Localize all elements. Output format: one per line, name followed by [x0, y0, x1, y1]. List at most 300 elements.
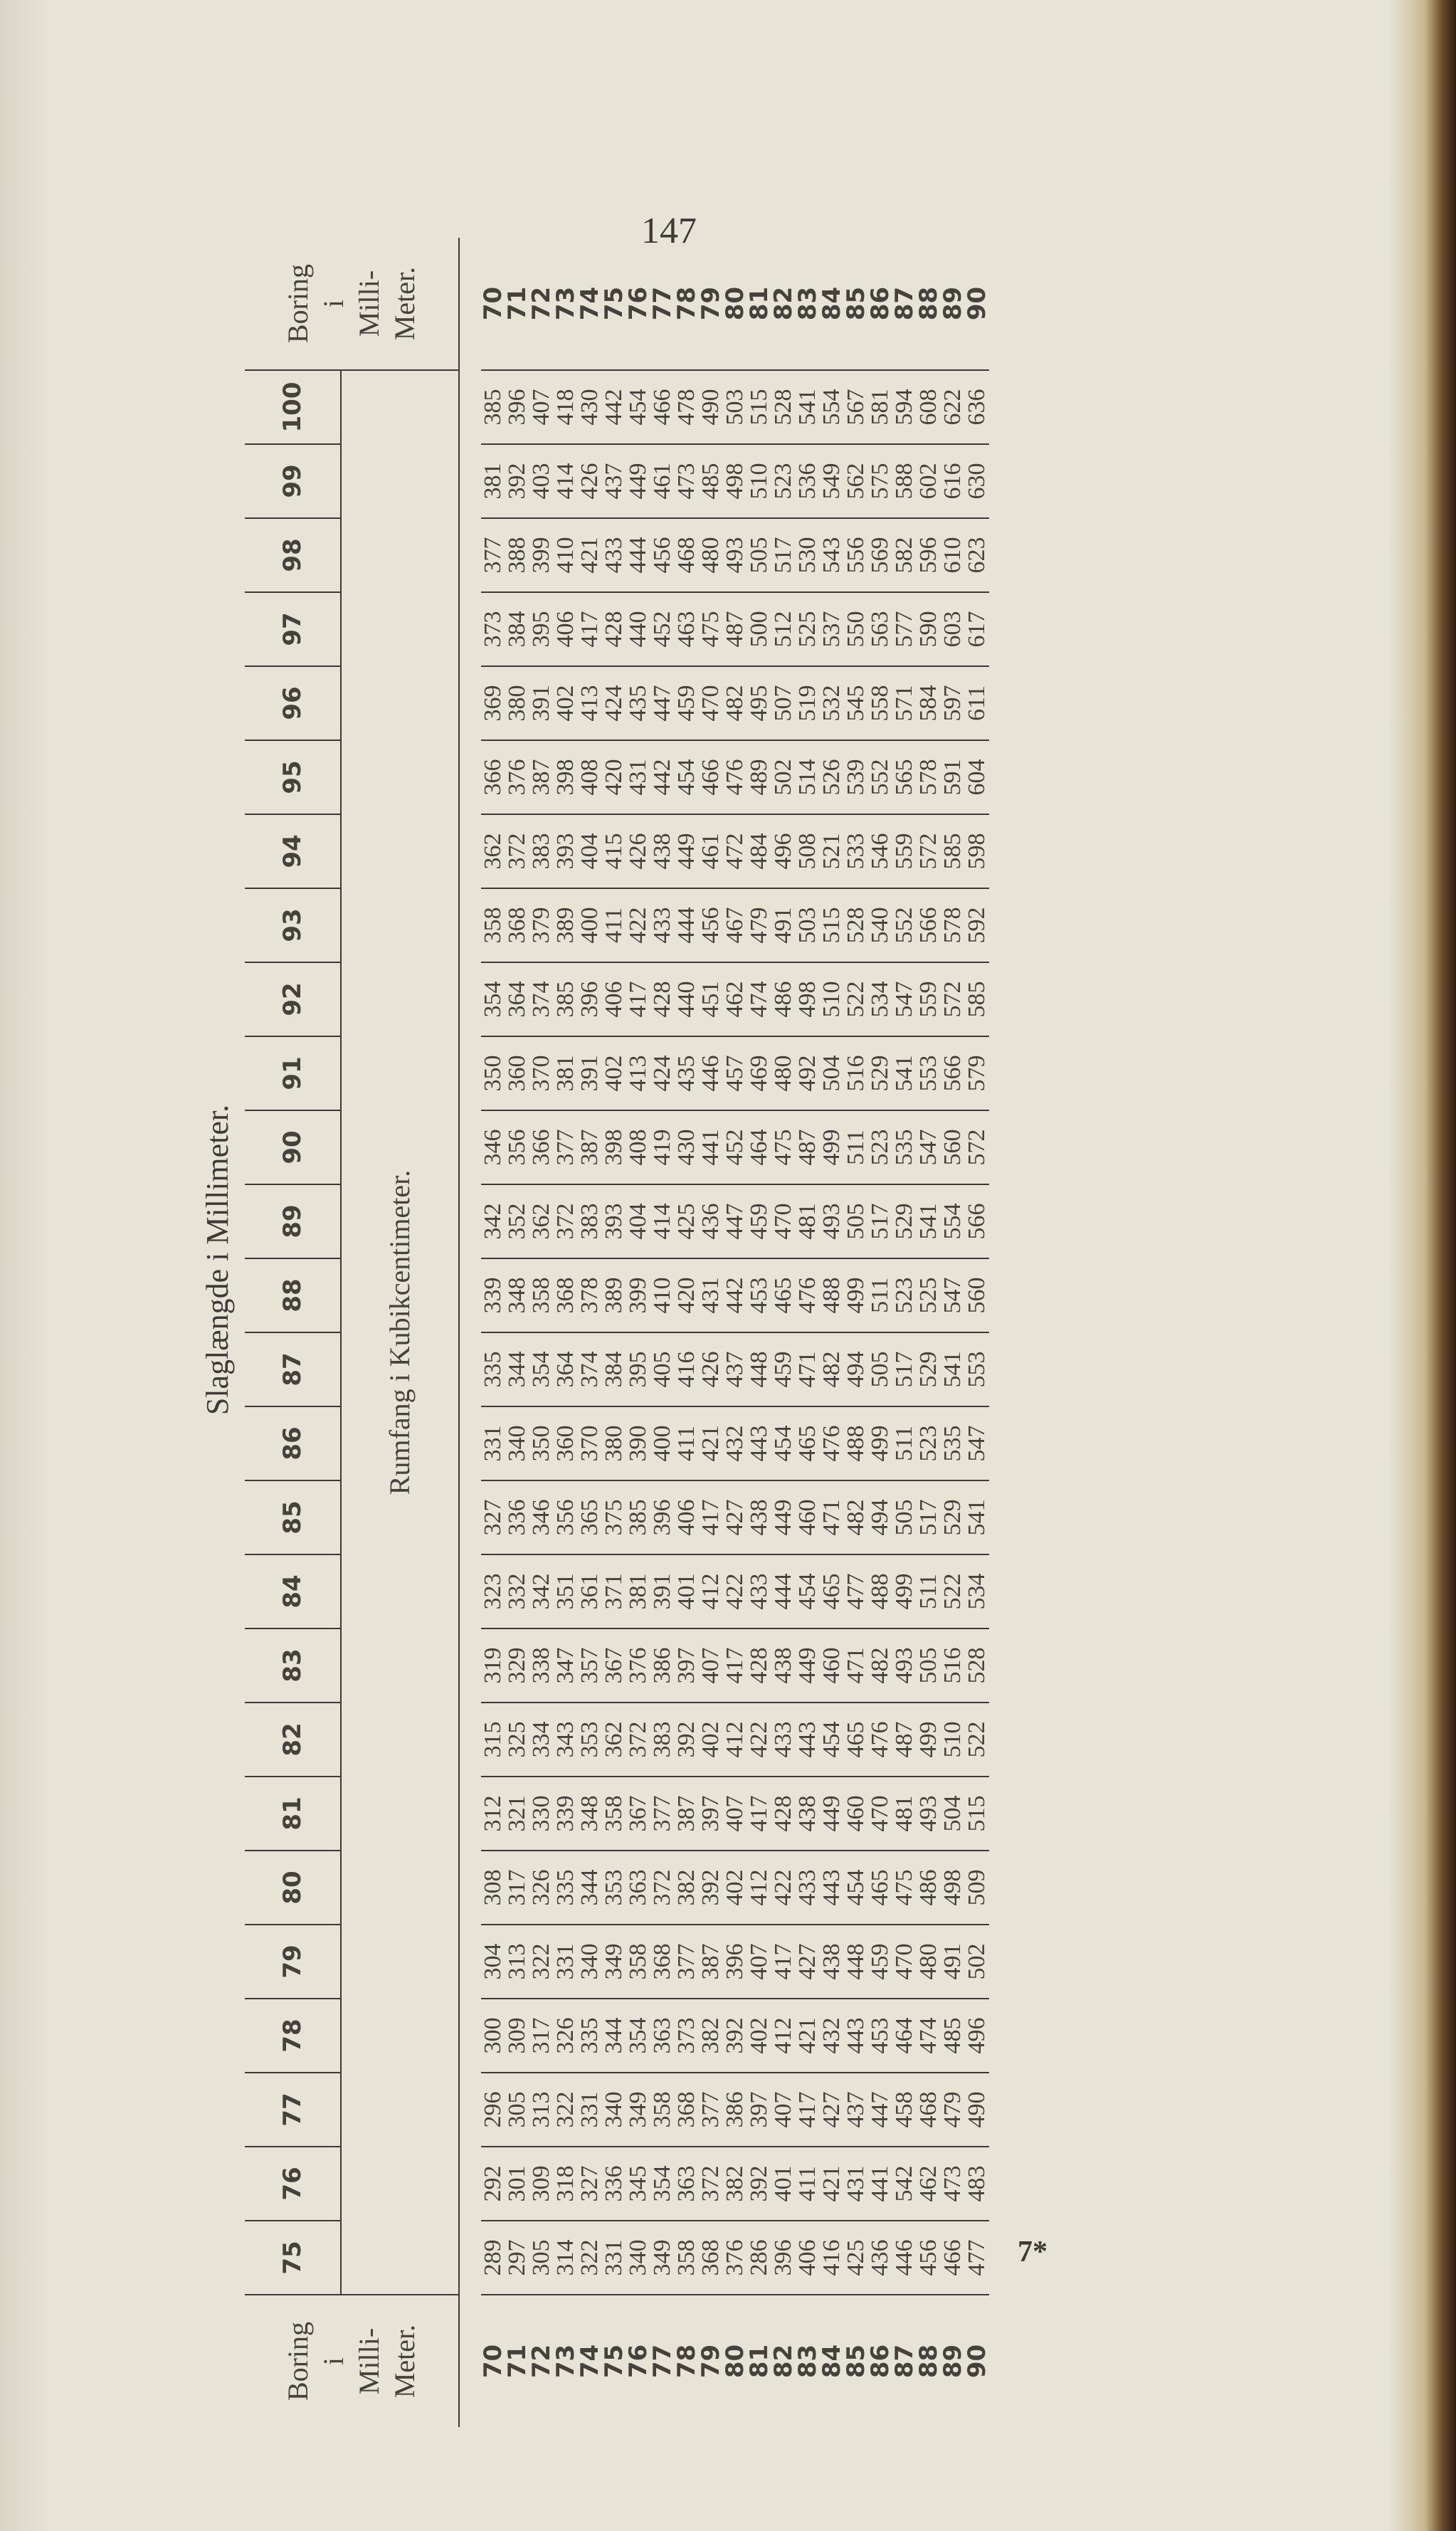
volume-cell: 349 [649, 2239, 675, 2276]
volume-cell: 417 [723, 1628, 747, 1703]
volume-cell: 459 [771, 1332, 796, 1406]
volume-cell: 438 [747, 1480, 771, 1554]
volume-cell: 488 [820, 1258, 844, 1332]
volume-cell: 418 [554, 370, 578, 444]
volume-cell: 454 [820, 1703, 844, 1777]
volume-cell: 305 [528, 2239, 554, 2276]
volume-cell: 340 [578, 1925, 602, 1999]
volume-cell: 547 [892, 962, 917, 1036]
volume-cell: 433 [771, 1703, 796, 1777]
volume-cell: 345 [626, 2147, 650, 2221]
volume-cell: 486 [771, 962, 796, 1036]
volume-cell: 442 [650, 740, 675, 814]
volume-cell: 383 [529, 814, 554, 888]
volume-cell: 571 [892, 666, 917, 740]
volume-cell: 554 [941, 1184, 965, 1258]
volume-cell: 465 [820, 1554, 844, 1628]
volume-cell: 453 [747, 1258, 771, 1332]
volume-cell: 543 [820, 518, 844, 592]
volume-cell: 367 [602, 1628, 626, 1703]
volume-cell: 470 [892, 1925, 917, 1999]
volume-cell: 363 [650, 1999, 675, 2073]
volume-cell: 368 [697, 2239, 724, 2276]
volume-cell: 319 [481, 1628, 505, 1703]
volume-cell: 412 [747, 1851, 771, 1925]
volume-cell: 514 [796, 740, 820, 814]
volume-cell: 547 [941, 1258, 965, 1332]
volume-cell: 406 [794, 2239, 821, 2276]
volume-cell: 420 [675, 1258, 699, 1332]
volume-cell: 493 [917, 1777, 941, 1851]
volume-cell: 456 [915, 2239, 941, 2276]
volume-cell: 353 [602, 1851, 626, 1925]
volume-cell: 340 [505, 1406, 529, 1480]
volume-cell: 517 [771, 518, 796, 592]
volume-cell: 465 [771, 1258, 796, 1332]
table-row [917, 238, 941, 2427]
volume-cell: 347 [554, 1628, 578, 1703]
boring-value-right: 77 [650, 238, 675, 370]
volume-cell: 546 [868, 814, 892, 888]
volume-cell: 482 [844, 1480, 868, 1554]
table-row [747, 238, 771, 2427]
volume-cell: 433 [602, 518, 626, 592]
stroke-column-header: 92 [245, 962, 341, 1036]
volume-cell: 414 [554, 444, 578, 518]
volume-cell: 492 [796, 1036, 820, 1110]
table-title: Slaglængde i Millimeter. [200, 1104, 235, 1416]
volume-cell: 505 [747, 518, 771, 592]
volume-cell: 585 [965, 962, 989, 1036]
volume-cell: 456 [650, 518, 675, 592]
volume-cell: 473 [675, 444, 699, 518]
volume-cell: 515 [820, 888, 844, 962]
volume-cell: 323 [481, 1554, 505, 1628]
table-row [892, 238, 917, 2427]
volume-cell: 431 [699, 1258, 723, 1332]
boring-value-left: 82 [771, 2295, 796, 2427]
volume-cell: 396 [723, 1925, 747, 1999]
volume-cell: 487 [892, 1703, 917, 1777]
volume-cell: 377 [675, 1925, 699, 1999]
volume-cell: 443 [796, 1703, 820, 1777]
volume-cell: 459 [868, 1925, 892, 1999]
volume-cell: 396 [578, 962, 602, 1036]
volume-cell: 346 [529, 1480, 554, 1554]
boring-value-left: 83 [796, 2295, 820, 2427]
table-subtitle: Rumfang i Kubikcentimeter. [341, 370, 459, 2295]
volume-cell: 438 [820, 1925, 844, 1999]
volume-cell: 603 [941, 592, 965, 666]
volume-cell: 447 [650, 666, 675, 740]
stroke-column-header: 94 [245, 814, 341, 888]
volume-cell: 399 [626, 1258, 650, 1332]
volume-cell: 517 [917, 1480, 941, 1554]
volume-cell: 443 [844, 1999, 868, 2073]
volume-cell: 358 [673, 2239, 700, 2276]
volume-cell: 401 [771, 2147, 796, 2221]
volume-cell: 312 [481, 1777, 505, 1851]
volume-cell: 441 [868, 2147, 892, 2221]
volume-cell: 459 [675, 666, 699, 740]
volume-cell: 403 [529, 444, 554, 518]
boring-value-left: 72 [529, 2295, 554, 2427]
volume-cell: 442 [602, 370, 626, 444]
stroke-column-header: 84 [245, 1554, 341, 1628]
volume-cell: 516 [844, 1036, 868, 1110]
volume-cell: 354 [481, 962, 505, 1036]
volume-cell: 466 [699, 740, 723, 814]
volume-cell: 438 [650, 814, 675, 888]
volume-cell: 473 [941, 2147, 965, 2221]
volume-cell: 362 [602, 1703, 626, 1777]
volume-cell: 317 [505, 1851, 529, 1925]
volume-cell: 380 [505, 666, 529, 740]
volume-cell: 428 [602, 592, 626, 666]
volume-cell: 552 [868, 740, 892, 814]
volume-cell: 421 [578, 518, 602, 592]
volume-cell: 407 [529, 370, 554, 444]
volume-cell: 354 [650, 2147, 675, 2221]
volume-cell: 411 [675, 1406, 699, 1480]
volume-cell: 335 [554, 1851, 578, 1925]
volume-cell: 407 [699, 1628, 723, 1703]
volume-cell: 623 [965, 518, 989, 592]
volume-cell: 594 [892, 370, 917, 444]
volume-cell: 407 [723, 1777, 747, 1851]
volume-cell: 572 [941, 962, 965, 1036]
volume-cell: 528 [965, 1628, 989, 1703]
volume-cell: 481 [892, 1777, 917, 1851]
volume-cell: 384 [602, 1332, 626, 1406]
volume-cell: 622 [941, 370, 965, 444]
volume-cell: 397 [747, 2073, 771, 2147]
volume-cell: 366 [529, 1110, 554, 1184]
volume-cell: 350 [481, 1036, 505, 1110]
volume-cell: 454 [675, 740, 699, 814]
volume-cell: 301 [505, 2147, 529, 2221]
volume-cell: 480 [917, 1925, 941, 1999]
boring-value-right: 83 [796, 238, 820, 370]
table-row [941, 238, 965, 2427]
volume-cell: 420 [602, 740, 626, 814]
volume-cell: 360 [554, 1406, 578, 1480]
volume-cell: 474 [917, 1999, 941, 2073]
volume-cell: 367 [626, 1777, 650, 1851]
volume-cell: 451 [699, 962, 723, 1036]
stroke-column-header: 93 [245, 888, 341, 962]
volume-cell: 553 [917, 1036, 941, 1110]
volume-cell: 465 [796, 1406, 820, 1480]
volume-cell: 460 [820, 1628, 844, 1703]
table-row [796, 238, 820, 2427]
volume-cell: 494 [844, 1332, 868, 1406]
volume-cell: 422 [626, 888, 650, 962]
volume-cell: 466 [939, 2239, 966, 2276]
volume-cell: 364 [554, 1332, 578, 1406]
volume-cell: 377 [650, 1777, 675, 1851]
volume-cell: 547 [965, 1406, 989, 1480]
volume-cell: 422 [747, 1703, 771, 1777]
volume-cell: 318 [554, 2147, 578, 2221]
volume-cell: 408 [626, 1110, 650, 1184]
boring-value-left: 70 [481, 2295, 505, 2427]
volume-cell: 608 [917, 370, 941, 444]
boring-header-line: i [317, 2357, 349, 2366]
volume-cell: 470 [771, 1184, 796, 1258]
volume-cell: 360 [505, 1036, 529, 1110]
volume-cell: 313 [505, 1925, 529, 1999]
volume-cell: 426 [699, 1332, 723, 1406]
volume-cell: 533 [844, 814, 868, 888]
volume-cell: 515 [747, 370, 771, 444]
volume-cell: 354 [626, 1999, 650, 2073]
volume-cell: 463 [675, 592, 699, 666]
volume-cell: 426 [578, 444, 602, 518]
volume-cell: 383 [578, 1184, 602, 1258]
volume-cell: 381 [481, 444, 505, 518]
table-row [868, 238, 892, 2427]
volume-cell: 358 [626, 1925, 650, 1999]
volume-cell: 559 [917, 962, 941, 1036]
volume-cell: 584 [917, 666, 941, 740]
volume-cell: 416 [675, 1332, 699, 1406]
boring-header-line: Meter. [389, 266, 421, 341]
boring-value-left: 78 [675, 2295, 699, 2427]
volume-cell: 400 [650, 1406, 675, 1480]
volume-cell: 325 [505, 1703, 529, 1777]
volume-cell: 452 [650, 592, 675, 666]
volume-cell: 534 [868, 962, 892, 1036]
volume-cell: 535 [892, 1110, 917, 1184]
stroke-column-header: 81 [245, 1777, 341, 1851]
boring-header-right [245, 238, 459, 370]
volume-cell: 602 [917, 444, 941, 518]
volume-cell: 348 [505, 1258, 529, 1332]
stroke-column-header: 89 [245, 1184, 341, 1258]
boring-value-right: 90 [965, 238, 989, 370]
volume-cell: 372 [626, 1703, 650, 1777]
volume-cell: 465 [868, 1851, 892, 1925]
volume-cell: 309 [529, 2147, 554, 2221]
volume-cell: 592 [965, 888, 989, 962]
volume-cell: 370 [578, 1406, 602, 1480]
volume-cell: 526 [820, 740, 844, 814]
boring-header-line: i [317, 299, 349, 308]
boring-value-right: 86 [868, 238, 892, 370]
volume-cell: 443 [747, 1406, 771, 1480]
boring-header-line: Boring [282, 2321, 314, 2401]
page-gutter [0, 0, 50, 2531]
volume-cell: 436 [867, 2239, 893, 2276]
volume-cell: 431 [626, 740, 650, 814]
volume-cell: 370 [529, 1036, 554, 1110]
boring-header-left [245, 2295, 459, 2427]
volume-cell: 572 [965, 1110, 989, 1184]
volume-cell: 479 [941, 2073, 965, 2147]
volume-cell: 511 [868, 1258, 892, 1332]
volume-cell: 508 [796, 814, 820, 888]
volume-cell: 402 [554, 666, 578, 740]
volume-cell: 630 [965, 444, 989, 518]
volume-cell: 597 [941, 666, 965, 740]
volume-cell: 380 [602, 1406, 626, 1480]
volume-cell: 523 [892, 1258, 917, 1332]
volume-cell: 478 [675, 370, 699, 444]
volume-cell: 375 [602, 1480, 626, 1554]
volume-cell: 511 [844, 1110, 868, 1184]
volume-cell: 460 [796, 1480, 820, 1554]
volume-cell: 468 [917, 2073, 941, 2147]
boring-value-left: 79 [699, 2295, 723, 2427]
volume-cell: 493 [723, 518, 747, 592]
volume-cell: 435 [675, 1036, 699, 1110]
volume-cell: 387 [529, 740, 554, 814]
volume-cell: 449 [796, 1628, 820, 1703]
boring-value-right: 88 [917, 238, 941, 370]
volume-cell: 401 [675, 1554, 699, 1628]
volume-cell: 567 [844, 370, 868, 444]
stroke-column-header: 90 [245, 1110, 341, 1184]
table-row [505, 238, 529, 2427]
boring-value-right: 75 [602, 238, 626, 370]
volume-cell: 407 [771, 2073, 796, 2147]
volume-cell: 550 [844, 592, 868, 666]
volume-cell: 481 [796, 1184, 820, 1258]
boring-value-right: 76 [626, 238, 650, 370]
volume-cell: 428 [771, 1777, 796, 1851]
volume-cell: 433 [796, 1851, 820, 1925]
volume-cell: 547 [917, 1110, 941, 1184]
volume-cell: 523 [771, 444, 796, 518]
volume-cell: 366 [481, 740, 505, 814]
volume-cell: 462 [917, 2147, 941, 2221]
stroke-column-header: 87 [245, 1332, 341, 1406]
boring-value-left: 87 [892, 2295, 917, 2427]
volume-cell: 447 [723, 1184, 747, 1258]
volume-cell: 604 [965, 740, 989, 814]
volume-cell: 412 [723, 1703, 747, 1777]
volume-cell: 499 [844, 1258, 868, 1332]
volume-cell: 314 [552, 2239, 579, 2276]
table-row [578, 238, 602, 2427]
volume-cell: 327 [578, 2147, 602, 2221]
volume-cell: 510 [941, 1703, 965, 1777]
volume-cell: 471 [796, 1332, 820, 1406]
volume-cell: 528 [844, 888, 868, 962]
volume-cell: 575 [868, 444, 892, 518]
volume-cell: 477 [844, 1554, 868, 1628]
volume-cell: 510 [747, 444, 771, 518]
volume-cell: 296 [481, 2073, 505, 2147]
volume-cell: 286 [746, 2239, 772, 2276]
table-row [554, 238, 578, 2427]
volume-cell: 431 [844, 2147, 868, 2221]
volume-cell: 560 [941, 1110, 965, 1184]
boring-value-right: 80 [723, 238, 747, 370]
volume-cell: 444 [675, 888, 699, 962]
volume-cell: 405 [650, 1332, 675, 1406]
volume-cell: 487 [796, 1110, 820, 1184]
volume-cell: 386 [650, 1628, 675, 1703]
volume-cell: 372 [505, 814, 529, 888]
volume-cell: 309 [505, 1999, 529, 2073]
volume-cell: 505 [868, 1332, 892, 1406]
volume-cell: 430 [578, 370, 602, 444]
volume-cell: 636 [965, 370, 989, 444]
table-row [844, 238, 868, 2427]
volume-cell: 470 [868, 1777, 892, 1851]
boring-value-left: 81 [747, 2295, 771, 2427]
volume-cell: 415 [602, 814, 626, 888]
volume-cell: 556 [844, 518, 868, 592]
volume-cell: 440 [626, 592, 650, 666]
volume-cell: 466 [650, 370, 675, 444]
volume-cell: 447 [868, 2073, 892, 2147]
volume-cell: 346 [481, 1110, 505, 1184]
volume-cell: 372 [554, 1184, 578, 1258]
volume-cell: 378 [578, 1258, 602, 1332]
volume-cell: 396 [770, 2239, 796, 2276]
stroke-column-header: 78 [245, 1999, 341, 2073]
volume-cell: 322 [554, 2073, 578, 2147]
boring-value-right: 85 [844, 238, 868, 370]
volume-cell: 421 [699, 1406, 723, 1480]
volume-cell: 490 [965, 2073, 989, 2147]
volume-cell: 530 [796, 518, 820, 592]
volume-cell: 421 [820, 2147, 844, 2221]
volume-cell: 385 [554, 962, 578, 1036]
boring-value-right: 78 [675, 238, 699, 370]
volume-cell: 371 [602, 1554, 626, 1628]
volume-cell: 499 [868, 1406, 892, 1480]
volume-cell: 578 [917, 740, 941, 814]
stroke-column-header: 91 [245, 1036, 341, 1110]
volume-cell: 482 [820, 1332, 844, 1406]
volume-cell: 498 [723, 444, 747, 518]
page-number: 147 [641, 211, 697, 251]
volume-cell: 537 [820, 592, 844, 666]
volume-cell: 377 [699, 2073, 723, 2147]
volume-cell: 519 [796, 666, 820, 740]
volume-cell: 596 [917, 518, 941, 592]
volume-cell: 383 [650, 1703, 675, 1777]
volume-cell: 425 [675, 1184, 699, 1258]
table-row [529, 238, 554, 2427]
volume-cell: 392 [699, 1851, 723, 1925]
volume-cell: 435 [626, 666, 650, 740]
volume-cell: 348 [578, 1777, 602, 1851]
volume-cell: 393 [602, 1184, 626, 1258]
boring-value-left: 74 [578, 2295, 602, 2427]
volume-cell: 392 [675, 1703, 699, 1777]
volume-cell: 436 [699, 1184, 723, 1258]
volume-cell: 344 [505, 1332, 529, 1406]
volume-cell: 421 [796, 1999, 820, 2073]
table-row [626, 238, 650, 2427]
rotated-table-block [191, 93, 1272, 2427]
volume-cell: 541 [796, 370, 820, 444]
volume-cell: 395 [529, 592, 554, 666]
volume-cell: 417 [796, 2073, 820, 2147]
volume-cell: 377 [481, 518, 505, 592]
boring-value-right: 87 [892, 238, 917, 370]
volume-cell: 427 [796, 1925, 820, 1999]
volume-cell: 588 [892, 444, 917, 518]
volume-cell: 402 [602, 1036, 626, 1110]
boring-header-line: Milli- [353, 270, 385, 337]
volume-cell: 322 [576, 2239, 603, 2276]
